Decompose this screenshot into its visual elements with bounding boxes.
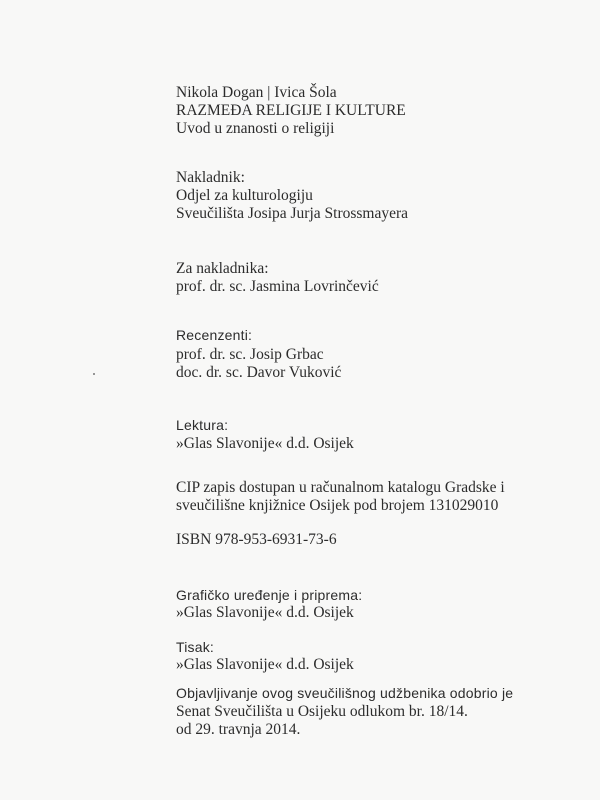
for-publisher-label: Za nakladnika:: [176, 260, 269, 277]
reviewer-1: prof. dr. sc. Josip Grbac: [176, 346, 324, 363]
print-label: Tisak:: [176, 639, 215, 655]
publisher-block: [176, 169, 408, 223]
approval-block: [176, 684, 513, 702]
cip-block: [176, 479, 505, 515]
for-publisher-name: prof. dr. sc. Jasmina Lovrinčević: [176, 278, 379, 295]
authors: Nikola Dogan | Ivica Šola: [176, 84, 337, 101]
isbn-block: [176, 531, 337, 549]
reviewers-label: Recenzenti:: [176, 327, 253, 343]
print-value: »Glas Slavonije« d.d. Osijek: [176, 656, 354, 673]
approval-block-rest: [176, 703, 468, 739]
title-block: [176, 84, 406, 138]
proofreading-label-block: [176, 416, 228, 434]
publisher-label: Nakladnik:: [176, 169, 245, 186]
reviewer-2: doc. dr. sc. Davor Vuković: [176, 364, 342, 381]
approval-line-2: Senat Sveučilišta u Osijeku odlukom br. 18/14.: [176, 703, 468, 720]
print-value-block: [176, 656, 354, 674]
book-subtitle: Uvod u znanosti o religiji: [176, 120, 335, 137]
cip-line-2: sveučilišne knjižnice Osijek pod brojem 131029010: [176, 497, 499, 514]
proofreading-value: »Glas Slavonije« d.d. Osijek: [176, 435, 354, 452]
isbn: ISBN 978-953-6931-73-6: [176, 531, 337, 548]
cip-line-1: CIP zapis dostupan u računalnom katalogu Gradske i: [176, 479, 505, 496]
paper-speck: [93, 373, 95, 375]
design-value: »Glas Slavonije« d.d. Osijek: [176, 604, 354, 621]
proofreading-value-block: [176, 435, 354, 453]
reviewers-block: [176, 326, 252, 344]
design-value-block: [176, 604, 354, 622]
book-title: RAZMEĐA RELIGIJE I KULTURE: [176, 102, 406, 119]
approval-line-1: Objavljivanje ovog sveučilišnog udžbenika odobrio je: [176, 685, 514, 701]
design-label-block: [176, 586, 362, 604]
proofreading-label: Lektura:: [176, 417, 229, 433]
print-label-block: [176, 638, 214, 656]
publisher-line-2: Sveučilišta Josipa Jurja Strossmayera: [176, 205, 409, 222]
design-label: Grafičko uređenje i priprema:: [176, 587, 363, 603]
reviewers-names: [176, 346, 341, 382]
publisher-line-1: Odjel za kulturologiju: [176, 187, 313, 204]
approval-line-3: od 29. travnja 2014.: [176, 721, 301, 738]
for-publisher-block: [176, 260, 379, 296]
